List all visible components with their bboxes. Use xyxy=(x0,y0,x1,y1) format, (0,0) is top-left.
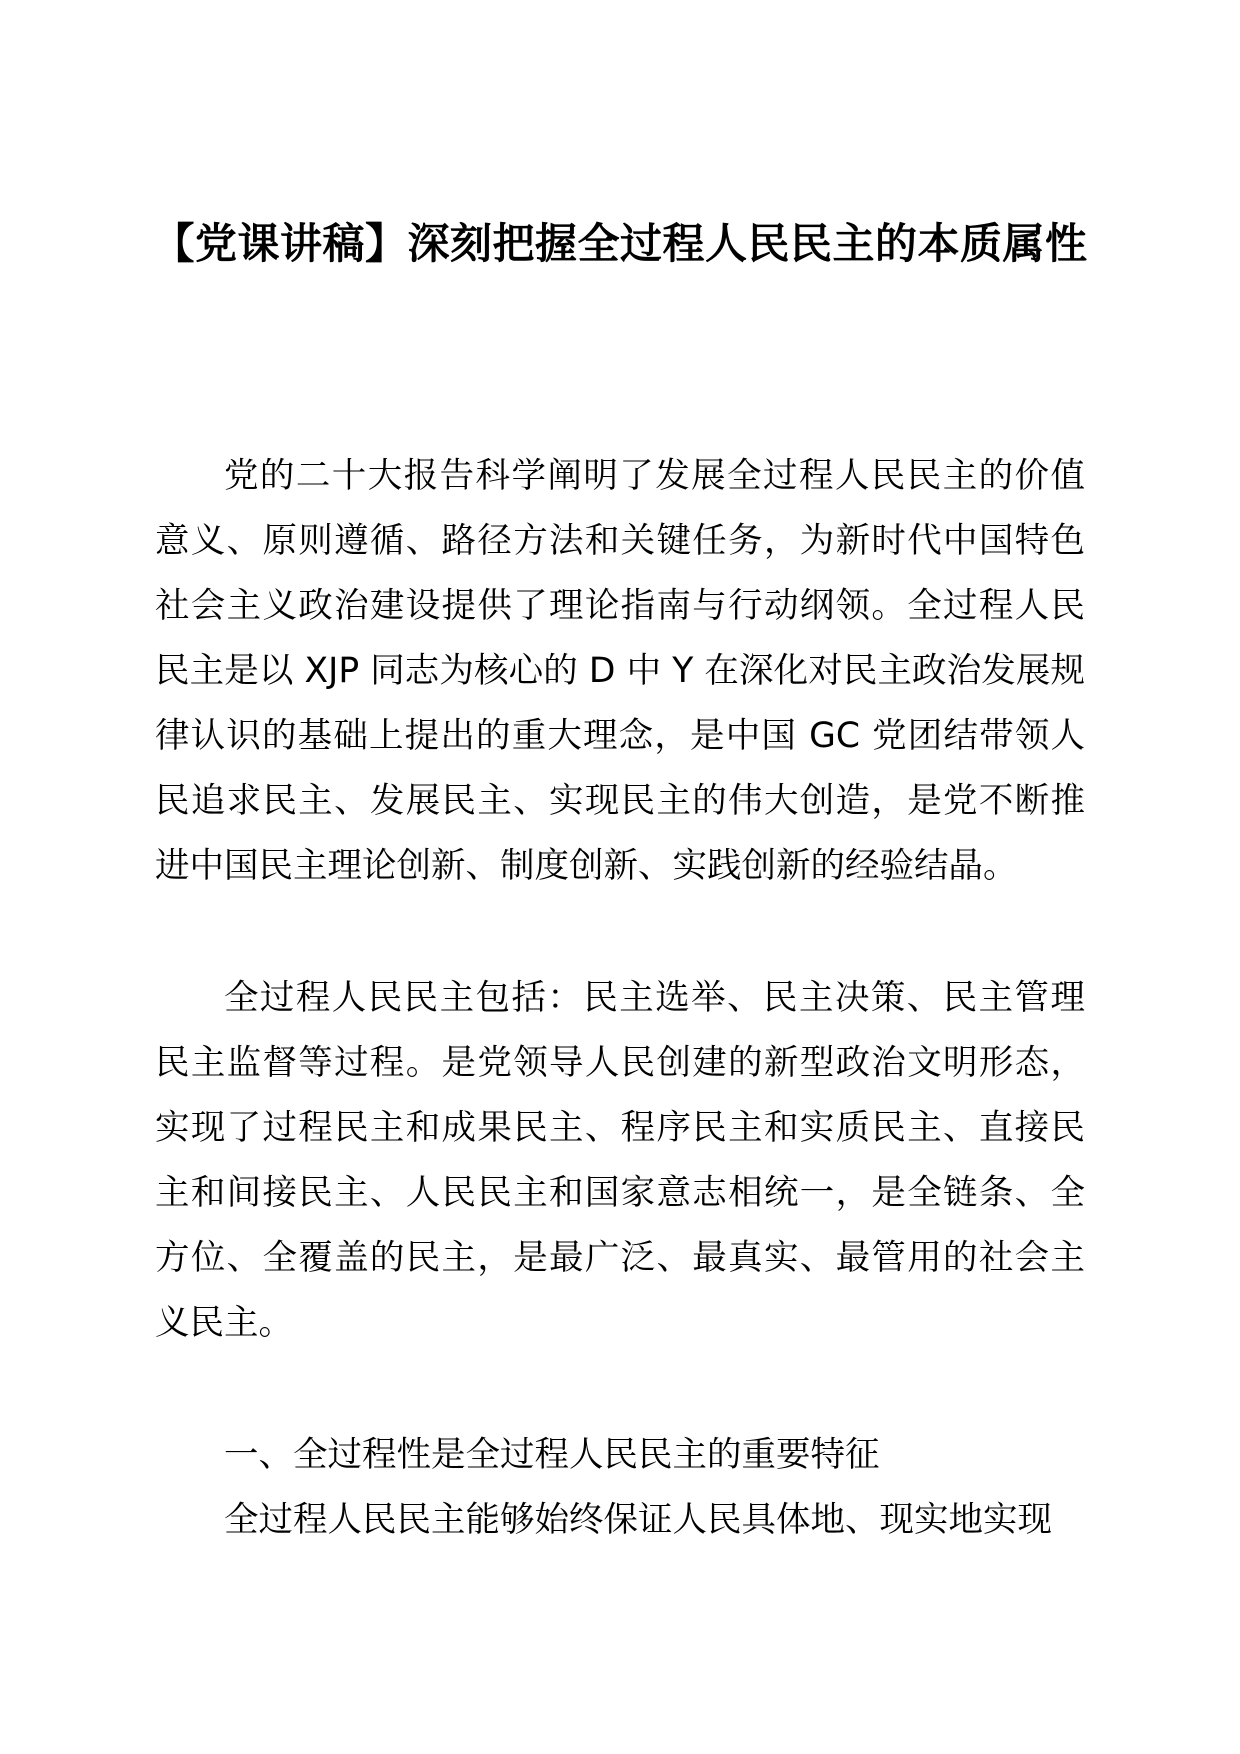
section-heading: 一、全过程性是全过程人民民主的重要特征 xyxy=(224,1435,880,1475)
body-paragraph-intro: 党的二十大报告科学阐明了发展全过程人民民主的价值意义、原则遵循、路径方法和关键任务，为新时代中国特色社会主义政治建设提供了理论指南与行动纲领。全过程人民民主是以 XJP 同志为核心的 D 中 Y 在深化对民主政治发展规律认识的基础上提出的重大理念，是中国 GC 党团结带领人民追求民主、发展民主、实现民主的伟大创造，是党不断推进中国民主理论创新、制度创新、实践创新的经验结晶。 xyxy=(155,456,1085,886)
body-paragraph-definition: 全过程人民民主包括：民主选举、民主决策、民主管理民主监督等过程。是党领导人民创建的新型政治文明形态，实现了过程民主和成果民主、程序民主和实质民主、直接民主和间接民主、人民民主和国家意志相统一，是全链条、全方位、全覆盖的民主，是最广泛、最真实、最管用的社会主义民主。 xyxy=(155,978,1085,1343)
section-paragraph: 全过程人民民主能够始终保证人民具体地、现实地实现 xyxy=(224,1500,1052,1540)
document-title: 【党课讲稿】深刻把握全过程人民民主的本质属性 xyxy=(152,219,1088,268)
